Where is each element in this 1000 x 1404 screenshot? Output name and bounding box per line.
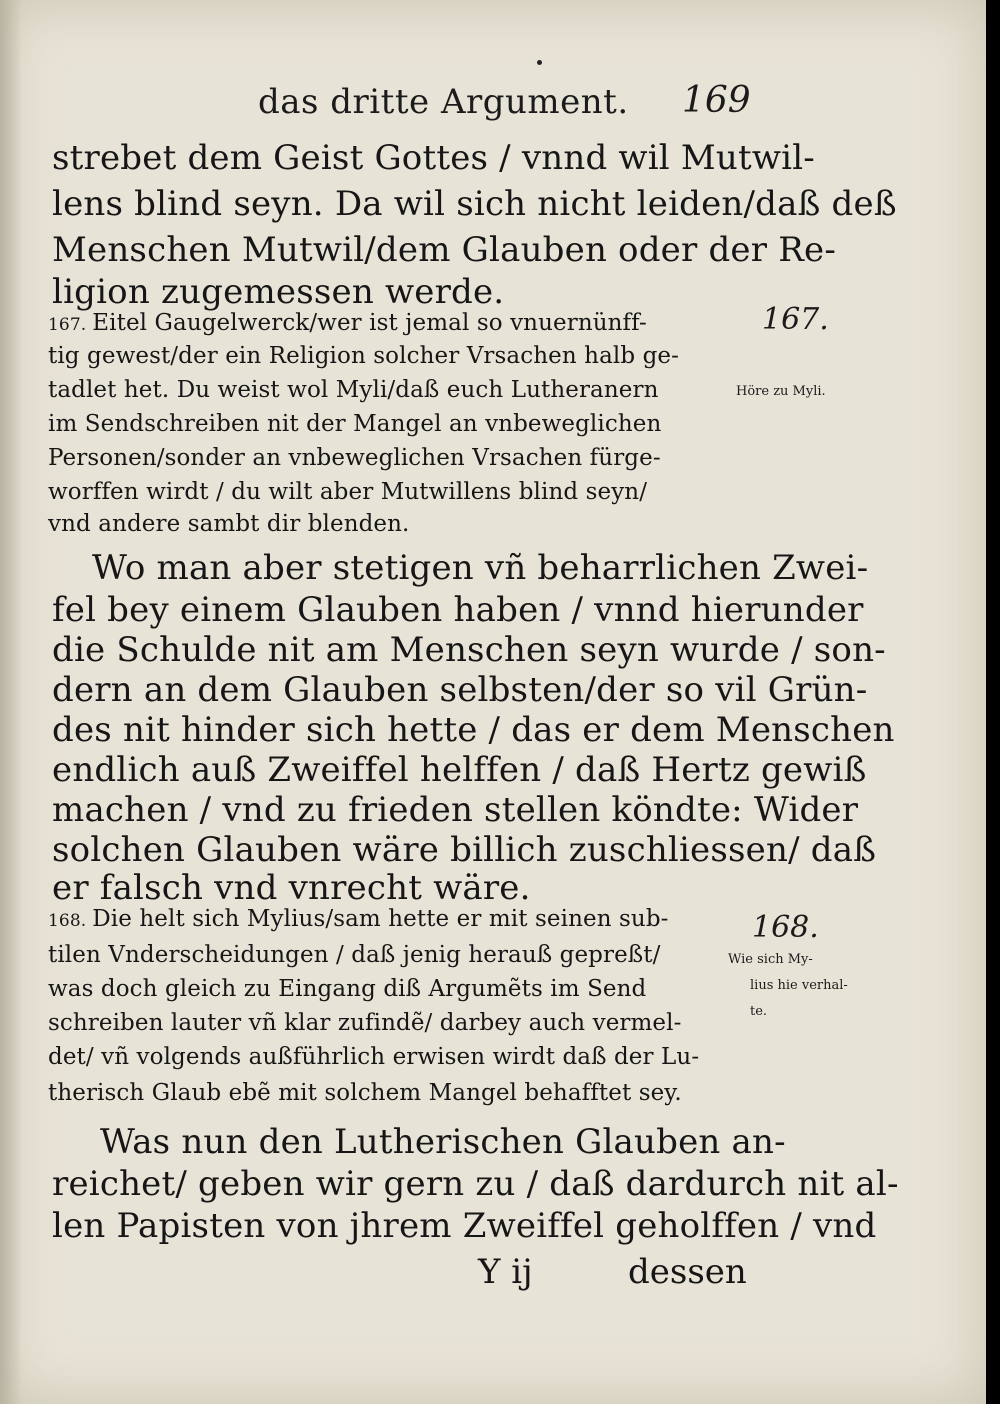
body-line: lens blind seyn. Da wil sich nicht leiden/daß deß (52, 184, 897, 224)
body-line-small: im Sendschreiben nit der Mangel an vnbeweglichen (48, 411, 662, 437)
page-number: 169 (682, 80, 751, 121)
catchword: dessen (628, 1252, 747, 1292)
body-line: des nit hinder sich hette / das er dem Menschen (52, 710, 895, 750)
body-line: er falsch vnd vnrecht wäre. (52, 868, 531, 908)
margin-note: te. (750, 1004, 768, 1019)
body-line: machen / vnd zu frieden stellen köndte: Wider (52, 790, 859, 830)
body-line-small: therisch Glaub ebẽ mit solchem Mangel behafftet sey. (48, 1080, 682, 1106)
section-number: 168. (48, 911, 87, 931)
line-text: Die helt sich Mylius/sam hette er mit seinen sub- (92, 906, 669, 932)
body-line-small (48, 906, 669, 932)
body-line: solchen Glauben wäre billich zuschliessen/ daß (52, 830, 877, 870)
body-line: endlich auß Zweiffel helffen / daß Hertz gewiß (52, 750, 867, 790)
margin-note: Höre zu Myli. (736, 384, 826, 399)
body-line: die Schulde nit am Menschen seyn wurde / son- (52, 630, 886, 670)
body-line-small: det/ vñ volgends außführlich erwisen wirdt daß der Lu- (48, 1044, 700, 1070)
body-line: ligion zugemessen werde. (52, 272, 505, 312)
body-line: len Papisten von jhrem Zweiffel geholffen / vnd (52, 1206, 877, 1246)
body-line: strebet dem Geist Gottes / vnnd wil Mutwil- (52, 138, 815, 178)
scan-border (986, 0, 1000, 1404)
signature-mark: Y ij (478, 1252, 533, 1292)
gutter-shadow (0, 0, 22, 1404)
margin-note: lius hie verhal- (750, 978, 848, 993)
body-line: fel bey einem Glauben haben / vnnd hierunder (52, 590, 864, 630)
body-line: reichet/ geben wir gern zu / daß dardurch nit al- (52, 1164, 899, 1204)
ink-dot (537, 60, 542, 65)
running-head: das dritte Argument. (258, 82, 629, 122)
body-line: dern an dem Glauben selbsten/der so vil Grün- (52, 670, 868, 710)
body-line-small: vnd andere sambt dir blenden. (48, 511, 410, 537)
body-line-small: worffen wirdt / du wilt aber Mutwillens blind seyn/ (48, 479, 648, 505)
body-line-small: tilen Vnderscheidungen / daß jenig herauß gepreßt/ (48, 942, 661, 968)
body-line-small: tadlet het. Du weist wol Myli/daß euch Lutheranern (48, 377, 659, 403)
body-line: Was nun den Lutherischen Glauben an- (100, 1122, 786, 1162)
body-line: Wo man aber stetigen vñ beharrlichen Zwei- (92, 548, 869, 588)
margin-note: Wie sich My- (728, 952, 813, 967)
section-number: 167. (48, 315, 87, 335)
body-line-small: schreiben lauter vñ klar zufindẽ/ darbey auch vermel- (48, 1010, 682, 1036)
body-line-small: was doch gleich zu Eingang diß Argumẽts im Send (48, 976, 647, 1002)
body-line: Menschen Mutwil/dem Glauben oder der Re- (52, 230, 837, 270)
body-line-small: Personen/sonder an vnbeweglichen Vrsachen fürge- (48, 445, 661, 471)
margin-note-number: 168. (752, 910, 819, 945)
line-text: Eitel Gaugelwerck/wer ist jemal so vnuernünff- (92, 310, 647, 336)
margin-note-number: 167. (762, 302, 829, 337)
body-line-small: tig gewest/der ein Religion solcher Vrsachen halb ge- (48, 343, 679, 369)
body-line-small (48, 310, 647, 336)
